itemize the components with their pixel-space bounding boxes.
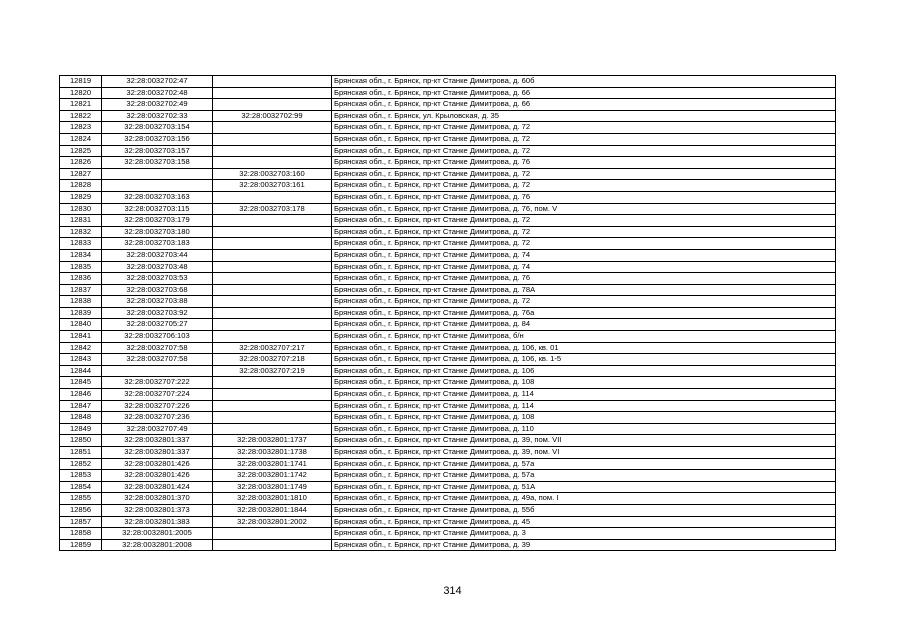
object-cadastral-number-cell: 32:28:0032703:178 [213,203,332,215]
cadastral-number-cell: 32:28:0032703:68 [102,284,213,296]
row-number-cell: 12856 [60,504,102,516]
row-number-cell: 12840 [60,319,102,331]
row-number-cell: 12853 [60,470,102,482]
table-row [60,99,836,111]
address-cell: Брянская обл., г. Брянск, пр-кт Станке Димитрова, д. 49а, пом. I [332,493,836,505]
address-cell: Брянская обл., г. Брянск, пр-кт Станке Димитрова, д. 76 [332,191,836,203]
object-cadastral-number-cell [213,133,332,145]
table-row [60,481,836,493]
cadastral-number-cell: 32:28:0032703:115 [102,203,213,215]
row-number-cell: 12847 [60,400,102,412]
cadastral-number-cell: 32:28:0032801:2008 [102,539,213,551]
table-row [60,319,836,331]
row-number-cell: 12833 [60,238,102,250]
object-cadastral-number-cell [213,215,332,227]
cadastral-number-cell: 32:28:0032801:373 [102,504,213,516]
table-row [60,354,836,366]
address-cell: Брянская обл., г. Брянск, пр-кт Станке Димитрова, б/н [332,331,836,343]
row-number-cell: 12855 [60,493,102,505]
object-cadastral-number-cell [213,99,332,111]
address-cell: Брянская обл., г. Брянск, пр-кт Станке Димитрова, д. 110 [332,423,836,435]
address-cell: Брянская обл., г. Брянск, пр-кт Станке Димитрова, д. 108 [332,377,836,389]
cadastral-number-cell: 32:28:0032703:163 [102,191,213,203]
address-cell: Брянская обл., г. Брянск, пр-кт Станке Димитрова, д. 55б [332,504,836,516]
table-row [60,307,836,319]
object-cadastral-number-cell [213,273,332,285]
row-number-cell: 12842 [60,342,102,354]
object-cadastral-number-cell: 32:28:0032707:218 [213,354,332,366]
table-row [60,238,836,250]
row-number-cell: 12841 [60,331,102,343]
cadastral-number-cell: 32:28:0032707:226 [102,400,213,412]
row-number-cell: 12824 [60,133,102,145]
row-number-cell: 12851 [60,447,102,459]
object-cadastral-number-cell [213,157,332,169]
table-row [60,273,836,285]
address-cell: Брянская обл., г. Брянск, пр-кт Станке Димитрова, д. 72 [332,180,836,192]
row-number-cell: 12839 [60,307,102,319]
address-cell: Брянская обл., г. Брянск, пр-кт Станке Димитрова, д. 106, кв. 01 [332,342,836,354]
table-row [60,191,836,203]
object-cadastral-number-cell: 32:28:0032707:219 [213,365,332,377]
object-cadastral-number-cell [213,226,332,238]
cadastral-number-cell: 32:28:0032801:2005 [102,528,213,540]
cadastral-number-cell: 32:28:0032703:53 [102,273,213,285]
row-number-cell: 12845 [60,377,102,389]
address-cell: Брянская обл., г. Брянск, пр-кт Станке Димитрова, д. 72 [332,296,836,308]
address-cell: Брянская обл., г. Брянск, пр-кт Станке Димитрова, д. 60б [332,76,836,88]
cadastral-number-cell: 32:28:0032703:48 [102,261,213,273]
address-cell: Брянская обл., г. Брянск, пр-кт Станке Димитрова, д. 74 [332,261,836,273]
row-number-cell: 12843 [60,354,102,366]
row-number-cell: 12826 [60,157,102,169]
object-cadastral-number-cell [213,191,332,203]
address-cell: Брянская обл., г. Брянск, пр-кт Станке Димитрова, д. 78А [332,284,836,296]
address-cell: Брянская обл., г. Брянск, пр-кт Станке Димитрова, д. 39, пом. VI [332,447,836,459]
table-row [60,76,836,88]
cadastral-number-cell: 32:28:0032706:103 [102,331,213,343]
cadastral-number-cell: 32:28:0032801:370 [102,493,213,505]
object-cadastral-number-cell [213,284,332,296]
object-cadastral-number-cell [213,539,332,551]
row-number-cell: 12827 [60,168,102,180]
row-number-cell: 12825 [60,145,102,157]
object-cadastral-number-cell: 32:28:0032707:217 [213,342,332,354]
address-cell: Брянская обл., г. Брянск, пр-кт Станке Димитрова, д. 39 [332,539,836,551]
table-row [60,261,836,273]
object-cadastral-number-cell [213,528,332,540]
cadastral-number-cell: 32:28:0032705:27 [102,319,213,331]
row-number-cell: 12837 [60,284,102,296]
address-cell: Брянская обл., г. Брянск, пр-кт Станке Димитрова, д. 72 [332,145,836,157]
table-row [60,389,836,401]
cadastral-number-cell: 32:28:0032703:157 [102,145,213,157]
cadastral-number-cell: 32:28:0032707:222 [102,377,213,389]
address-cell: Брянская обл., г. Брянск, пр-кт Станке Димитрова, д. 76 [332,273,836,285]
address-cell: Брянская обл., г. Брянск, пр-кт Станке Димитрова, д. 66 [332,87,836,99]
row-number-cell: 12820 [60,87,102,99]
cadastral-number-cell [102,168,213,180]
object-cadastral-number-cell: 32:28:0032703:160 [213,168,332,180]
address-cell: Брянская обл., г. Брянск, пр-кт Станке Димитрова, д. 74 [332,249,836,261]
object-cadastral-number-cell: 32:28:0032702:99 [213,110,332,122]
cadastral-number-cell: 32:28:0032801:337 [102,435,213,447]
table-row [60,539,836,551]
address-cell: Брянская обл., г. Брянск, пр-кт Станке Димитрова, д. 76а [332,307,836,319]
table-row [60,528,836,540]
address-cell: Брянская обл., г. Брянск, пр-кт Станке Димитрова, д. 57а [332,470,836,482]
cadastral-number-cell: 32:28:0032703:156 [102,133,213,145]
cadastral-number-cell: 32:28:0032801:383 [102,516,213,528]
table-row [60,296,836,308]
table-row [60,133,836,145]
object-cadastral-number-cell [213,249,332,261]
row-number-cell: 12848 [60,412,102,424]
table-row [60,122,836,134]
cadastral-number-cell: 32:28:0032703:88 [102,296,213,308]
table-row [60,435,836,447]
cadastral-number-cell: 32:28:0032707:224 [102,389,213,401]
table-row [60,203,836,215]
row-number-cell: 12859 [60,539,102,551]
address-cell: Брянская обл., г. Брянск, пр-кт Станке Димитрова, д. 76, пом. V [332,203,836,215]
cadastral-number-cell: 32:28:0032702:48 [102,87,213,99]
object-cadastral-number-cell [213,389,332,401]
cadastral-number-cell: 32:28:0032801:426 [102,470,213,482]
address-cell: Брянская обл., г. Брянск, пр-кт Станке Димитрова, д. 72 [332,122,836,134]
table-row [60,412,836,424]
row-number-cell: 12846 [60,389,102,401]
cadastral-number-cell: 32:28:0032703:154 [102,122,213,134]
object-cadastral-number-cell: 32:28:0032801:1844 [213,504,332,516]
table-row [60,110,836,122]
cadastral-number-cell: 32:28:0032703:158 [102,157,213,169]
cadastral-number-cell [102,180,213,192]
object-cadastral-number-cell [213,307,332,319]
row-number-cell: 12828 [60,180,102,192]
table-row [60,516,836,528]
table-row [60,87,836,99]
row-number-cell: 12835 [60,261,102,273]
object-cadastral-number-cell [213,261,332,273]
row-number-cell: 12822 [60,110,102,122]
table-row [60,331,836,343]
page-number: 314 [443,585,462,597]
row-number-cell: 12819 [60,76,102,88]
object-cadastral-number-cell: 32:28:0032703:161 [213,180,332,192]
address-cell: Брянская обл., г. Брянск, пр-кт Станке Димитрова, д. 72 [332,133,836,145]
address-cell: Брянская обл., г. Брянск, пр-кт Станке Димитрова, д. 45 [332,516,836,528]
address-cell: Брянская обл., г. Брянск, пр-кт Станке Димитрова, д. 66 [332,99,836,111]
table-row [60,400,836,412]
object-cadastral-number-cell: 32:28:0032801:1749 [213,481,332,493]
cadastral-number-cell: 32:28:0032702:49 [102,99,213,111]
row-number-cell: 12832 [60,226,102,238]
object-cadastral-number-cell: 32:28:0032801:1742 [213,470,332,482]
address-cell: Брянская обл., г. Брянск, пр-кт Станке Димитрова, д. 39, пом. VII [332,435,836,447]
object-cadastral-number-cell [213,145,332,157]
table-row [60,284,836,296]
table-row [60,470,836,482]
object-cadastral-number-cell [213,400,332,412]
row-number-cell: 12838 [60,296,102,308]
row-number-cell: 12836 [60,273,102,285]
object-cadastral-number-cell: 32:28:0032801:1737 [213,435,332,447]
registry-table-body [60,76,836,551]
object-cadastral-number-cell [213,319,332,331]
cadastral-number-cell: 32:28:0032703:183 [102,238,213,250]
object-cadastral-number-cell: 32:28:0032801:1741 [213,458,332,470]
registry-table [59,75,836,551]
row-number-cell: 12857 [60,516,102,528]
cadastral-number-cell: 32:28:0032703:179 [102,215,213,227]
row-number-cell: 12829 [60,191,102,203]
object-cadastral-number-cell [213,377,332,389]
row-number-cell: 12854 [60,481,102,493]
object-cadastral-number-cell [213,87,332,99]
address-cell: Брянская обл., г. Брянск, ул. Крыловская, д. 35 [332,110,836,122]
cadastral-number-cell: 32:28:0032707:58 [102,354,213,366]
object-cadastral-number-cell [213,412,332,424]
cadastral-number-cell: 32:28:0032707:49 [102,423,213,435]
table-row [60,365,836,377]
address-cell: Брянская обл., г. Брянск, пр-кт Станке Димитрова, д. 114 [332,389,836,401]
table-row [60,504,836,516]
table-row [60,226,836,238]
cadastral-number-cell: 32:28:0032707:236 [102,412,213,424]
row-number-cell: 12844 [60,365,102,377]
object-cadastral-number-cell [213,423,332,435]
row-number-cell: 12831 [60,215,102,227]
table-row [60,215,836,227]
address-cell: Брянская обл., г. Брянск, пр-кт Станке Димитрова, д. 51А [332,481,836,493]
address-cell: Брянская обл., г. Брянск, пр-кт Станке Димитрова, д. 72 [332,168,836,180]
table-row [60,447,836,459]
object-cadastral-number-cell [213,296,332,308]
object-cadastral-number-cell: 32:28:0032801:1810 [213,493,332,505]
cadastral-number-cell: 32:28:0032801:426 [102,458,213,470]
cadastral-number-cell: 32:28:0032801:337 [102,447,213,459]
table-row [60,168,836,180]
row-number-cell: 12849 [60,423,102,435]
row-number-cell: 12858 [60,528,102,540]
object-cadastral-number-cell: 32:28:0032801:2002 [213,516,332,528]
table-row [60,180,836,192]
cadastral-number-cell: 32:28:0032801:424 [102,481,213,493]
object-cadastral-number-cell [213,331,332,343]
cadastral-number-cell: 32:28:0032707:58 [102,342,213,354]
row-number-cell: 12823 [60,122,102,134]
cadastral-number-cell [102,365,213,377]
row-number-cell: 12852 [60,458,102,470]
object-cadastral-number-cell [213,238,332,250]
address-cell: Брянская обл., г. Брянск, пр-кт Станке Димитрова, д. 114 [332,400,836,412]
table-row [60,342,836,354]
address-cell: Брянская обл., г. Брянск, пр-кт Станке Димитрова, д. 72 [332,215,836,227]
address-cell: Брянская обл., г. Брянск, пр-кт Станке Димитрова, д. 3 [332,528,836,540]
cadastral-number-cell: 32:28:0032703:92 [102,307,213,319]
table-row [60,145,836,157]
object-cadastral-number-cell [213,122,332,134]
table-row [60,377,836,389]
address-cell: Брянская обл., г. Брянск, пр-кт Станке Димитрова, д. 84 [332,319,836,331]
cadastral-number-cell: 32:28:0032703:180 [102,226,213,238]
table-row [60,493,836,505]
address-cell: Брянская обл., г. Брянск, пр-кт Станке Димитрова, д. 76 [332,157,836,169]
cadastral-number-cell: 32:28:0032702:47 [102,76,213,88]
object-cadastral-number-cell: 32:28:0032801:1738 [213,447,332,459]
table-row [60,423,836,435]
row-number-cell: 12850 [60,435,102,447]
address-cell: Брянская обл., г. Брянск, пр-кт Станке Димитрова, д. 106 [332,365,836,377]
cadastral-number-cell: 32:28:0032702:33 [102,110,213,122]
table-row [60,249,836,261]
address-cell: Брянская обл., г. Брянск, пр-кт Станке Димитрова, д. 106, кв. 1-5 [332,354,836,366]
address-cell: Брянская обл., г. Брянск, пр-кт Станке Димитрова, д. 108 [332,412,836,424]
row-number-cell: 12821 [60,99,102,111]
table-row [60,157,836,169]
object-cadastral-number-cell [213,76,332,88]
table-row [60,458,836,470]
address-cell: Брянская обл., г. Брянск, пр-кт Станке Димитрова, д. 57а [332,458,836,470]
address-cell: Брянская обл., г. Брянск, пр-кт Станке Димитрова, д. 72 [332,238,836,250]
row-number-cell: 12834 [60,249,102,261]
address-cell: Брянская обл., г. Брянск, пр-кт Станке Димитрова, д. 72 [332,226,836,238]
cadastral-number-cell: 32:28:0032703:44 [102,249,213,261]
row-number-cell: 12830 [60,203,102,215]
